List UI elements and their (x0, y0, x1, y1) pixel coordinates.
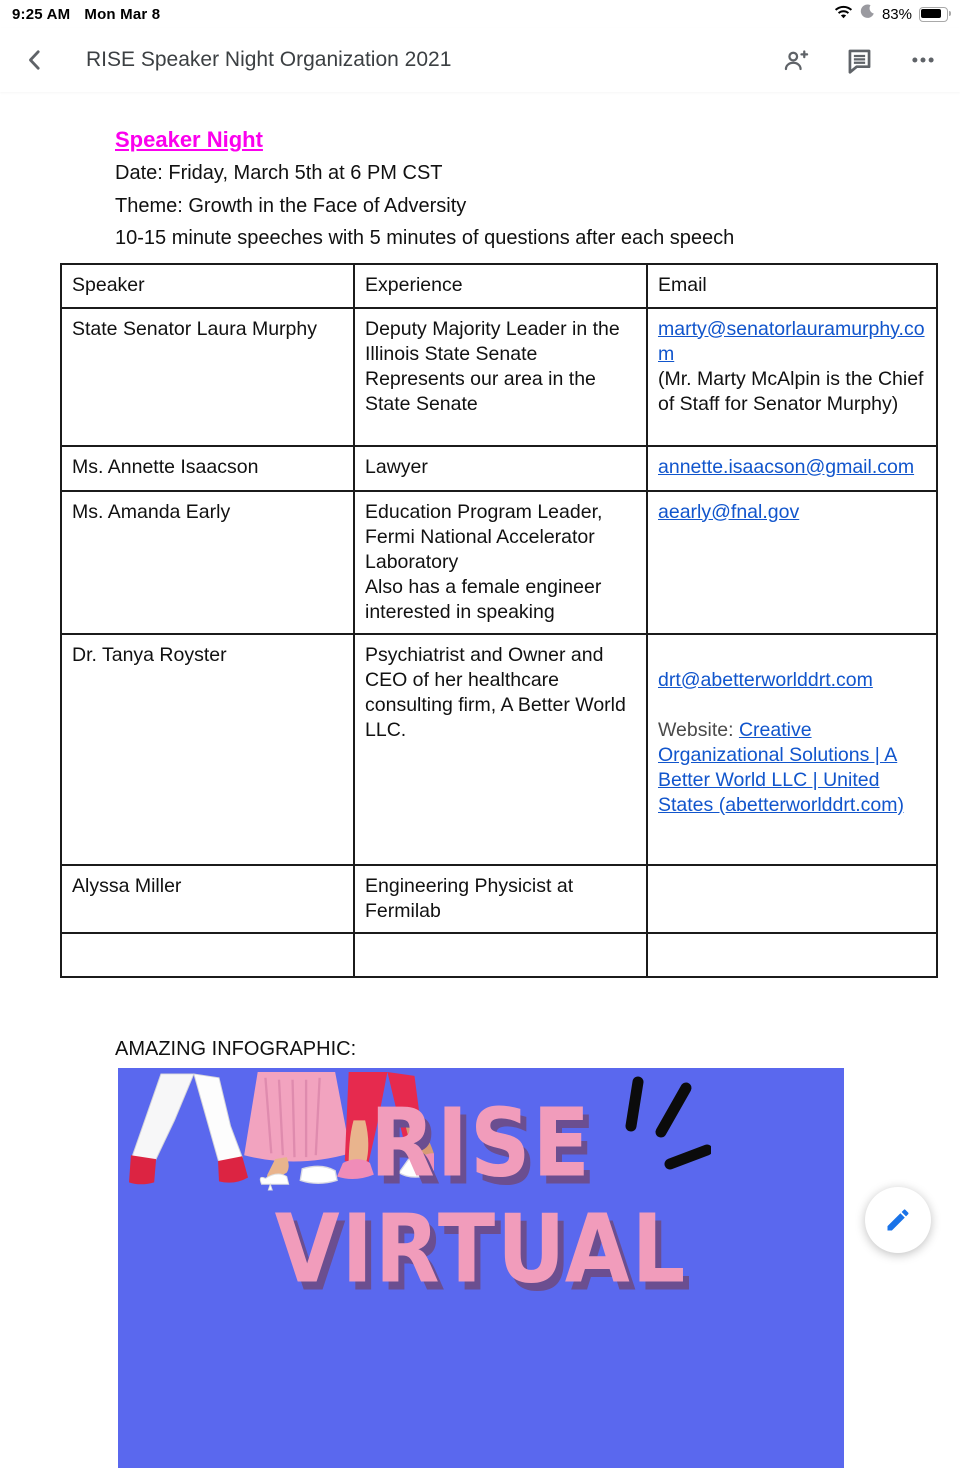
infographic-title-rise: RISE (370, 1087, 592, 1198)
cell-line (365, 874, 636, 924)
cell-text: Represents our area in the State Senate (365, 367, 596, 415)
comments-button[interactable] (844, 45, 874, 75)
cell-line (658, 718, 926, 818)
cell-link[interactable]: aearly@fnal.gov (658, 500, 800, 523)
speakers-table (60, 263, 938, 978)
cell-line (365, 575, 636, 625)
status-bar (0, 0, 960, 28)
cell-text: Engineering Physicist at Fermilab (365, 874, 574, 922)
column-header: Email (647, 264, 937, 308)
cell-line (72, 874, 343, 899)
table-cell (61, 308, 354, 446)
table-cell (354, 634, 647, 865)
table-row (61, 446, 937, 491)
cell-line (658, 455, 926, 480)
table-cell (354, 308, 647, 446)
table-cell (354, 446, 647, 491)
cell-line (72, 317, 343, 342)
share-add-person-button[interactable] (780, 45, 810, 75)
cell-line (72, 455, 343, 480)
cell-line (365, 942, 636, 967)
document-canvas (0, 92, 960, 1468)
table-cell (354, 491, 647, 634)
cell-line (658, 367, 926, 417)
table-row (61, 865, 937, 933)
battery-icon (919, 7, 948, 22)
table-cell (354, 933, 647, 977)
edit-fab-button[interactable] (865, 1187, 931, 1253)
cell-text: Website: (658, 718, 739, 741)
cell-text: Deputy Majority Leader in the Illinois State Senate (365, 317, 620, 365)
table-header-row (61, 264, 937, 308)
cell-text: Dr. Tanya Royster (72, 643, 227, 666)
cell-line (365, 500, 636, 575)
table-row (61, 634, 937, 865)
cell-text: Alyssa Miller (72, 874, 182, 897)
table-cell (647, 933, 937, 977)
cell-text: Lawyer (365, 455, 428, 478)
cell-line (72, 942, 343, 967)
cell-link[interactable]: Creative Organizational Solutions | A Better World LLC | United States (abetterworlddrt.com) (658, 718, 905, 816)
table-cell (647, 865, 937, 933)
table-cell (61, 634, 354, 865)
table-cell (647, 446, 937, 491)
table-row (61, 491, 937, 634)
table-row (61, 933, 937, 977)
intro-paragraphs (115, 157, 821, 255)
cell-text: Ms. Amanda Early (72, 500, 231, 523)
cell-line (658, 500, 926, 525)
cell-line (658, 643, 926, 668)
do-not-disturb-moon-icon (860, 4, 875, 24)
table-cell (647, 491, 937, 634)
cell-line (72, 643, 343, 668)
format-line: 10-15 minute speeches with 5 minutes of questions after each speech (115, 227, 735, 249)
status-time: 9:25 AM (12, 5, 71, 23)
table-cell (354, 865, 647, 933)
cell-line (365, 367, 636, 417)
cell-link[interactable]: annette.isaacson@gmail.com (658, 455, 915, 478)
document-title: RISE Speaker Night Organization 2021 (86, 48, 452, 71)
table-cell (61, 491, 354, 634)
doc-heading-link[interactable]: Speaker Night (115, 127, 263, 152)
cell-line (365, 455, 636, 480)
cell-link[interactable]: drt@abetterworlddrt.com (658, 668, 873, 691)
table-cell (647, 634, 937, 865)
table-cell (61, 865, 354, 933)
more-options-button[interactable] (908, 45, 938, 75)
cell-text: Psychiatrist and Owner and CEO of her healthcare consulting firm, A Better World LLC. (365, 643, 626, 741)
cell-text: Education Program Leader, Fermi National Accelerator Laboratory (365, 500, 603, 573)
cell-line (658, 874, 926, 899)
theme-line: Theme: Growth in the Face of Adversity (115, 194, 467, 217)
cell-text: Also has a female engineer interested in speaking (365, 575, 602, 623)
cell-text: Ms. Annette Isaacson (72, 455, 259, 478)
infographic-label: AMAZING INFOGRAPHIC: (115, 1037, 357, 1060)
cell-line (72, 500, 343, 525)
cell-line (658, 668, 926, 693)
app-header (0, 28, 960, 92)
back-button[interactable] (18, 43, 52, 77)
battery-percent: 83% (881, 5, 912, 23)
date-line: Date: Friday, March 5th at 6 PM CST (115, 162, 443, 184)
pencil-icon (884, 1206, 912, 1234)
wifi-icon (834, 5, 853, 24)
cell-line (365, 317, 636, 367)
table-cell (647, 308, 937, 446)
column-header: Speaker (61, 264, 354, 308)
cell-line (658, 317, 926, 367)
cell-text: (Mr. Marty McAlpin is the Chief of Staff for Senator Murphy) (658, 367, 924, 415)
table-row (61, 308, 937, 446)
cell-text: State Senator Laura Murphy (72, 317, 317, 340)
infographic-title-virtual: VIRTUAL (274, 1193, 688, 1304)
table-cell (61, 446, 354, 491)
cell-line (365, 643, 636, 743)
infographic-image (118, 1068, 844, 1468)
cell-line (658, 693, 926, 718)
cell-link[interactable]: marty@senatorlauramurphy.com (658, 317, 925, 365)
table-cell (61, 933, 354, 977)
status-date: Mon Mar 8 (84, 5, 161, 23)
cell-line (658, 942, 926, 967)
column-header: Experience (354, 264, 647, 308)
